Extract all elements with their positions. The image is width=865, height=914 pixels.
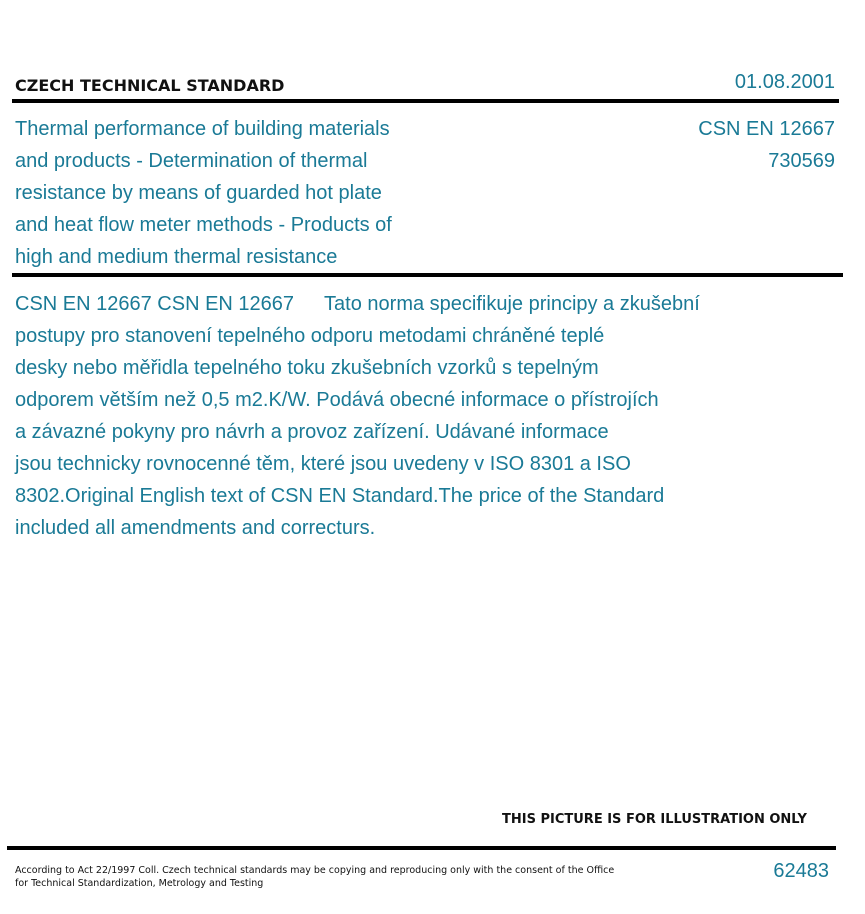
legal-note-line: According to Act 22/1997 Coll. Czech technical standards may be copying and reproducing only with the consent of the Office	[15, 865, 615, 876]
title-line: resistance by means of guarded hot plate	[15, 182, 382, 204]
standard-codes	[698, 113, 835, 177]
abstract-line: 8302.Original English text of CSN EN Standard.The price of the Standard	[15, 485, 665, 507]
class-number: 730569	[768, 150, 835, 172]
header-label: CZECH TECHNICAL STANDARD	[15, 76, 285, 95]
abstract-first-line	[15, 288, 795, 320]
title-divider	[12, 273, 843, 277]
standard-number: CSN EN 12667	[698, 118, 835, 140]
abstract-line: jsou technicky rovnocenné těm, které jsou uvedeny v ISO 8301 a ISO	[15, 453, 631, 475]
abstract-line: odporem větším než 0,5 m2.K/W. Podává obecné informace o přístrojích	[15, 389, 659, 411]
title-line: high and medium thermal resistance	[15, 246, 338, 268]
abstract-line: included all amendments and correcturs.	[15, 517, 376, 539]
illustration-note: THIS PICTURE IS FOR ILLUSTRATION ONLY	[502, 812, 807, 827]
abstract	[15, 288, 795, 544]
footer-divider	[7, 846, 836, 850]
header-divider	[12, 99, 839, 103]
legal-note	[15, 864, 615, 890]
document-id: 62483	[773, 860, 829, 882]
legal-note-line: for Technical Standardization, Metrology and Testing	[15, 878, 264, 889]
title-line: and heat flow meter methods - Products of	[15, 214, 392, 236]
abstract-line: desky nebo měřidla tepelného toku zkušebních vzorků s tepelným	[15, 357, 599, 379]
abstract-designation: CSN EN 12667 CSN EN 12667	[15, 293, 295, 315]
title-line: Thermal performance of building materials	[15, 118, 390, 140]
title-line: and products - Determination of thermal	[15, 150, 368, 172]
standard-title	[15, 113, 455, 273]
abstract-line: a závazné pokyny pro návrh a provoz zařízení. Udávané informace	[15, 421, 609, 443]
publication-date: 01.08.2001	[734, 71, 835, 93]
abstract-line: postupy pro stanovení tepelného odporu metodami chráněné teplé	[15, 325, 605, 347]
abstract-line: Tato norma specifikuje principy a zkušební	[324, 293, 700, 315]
